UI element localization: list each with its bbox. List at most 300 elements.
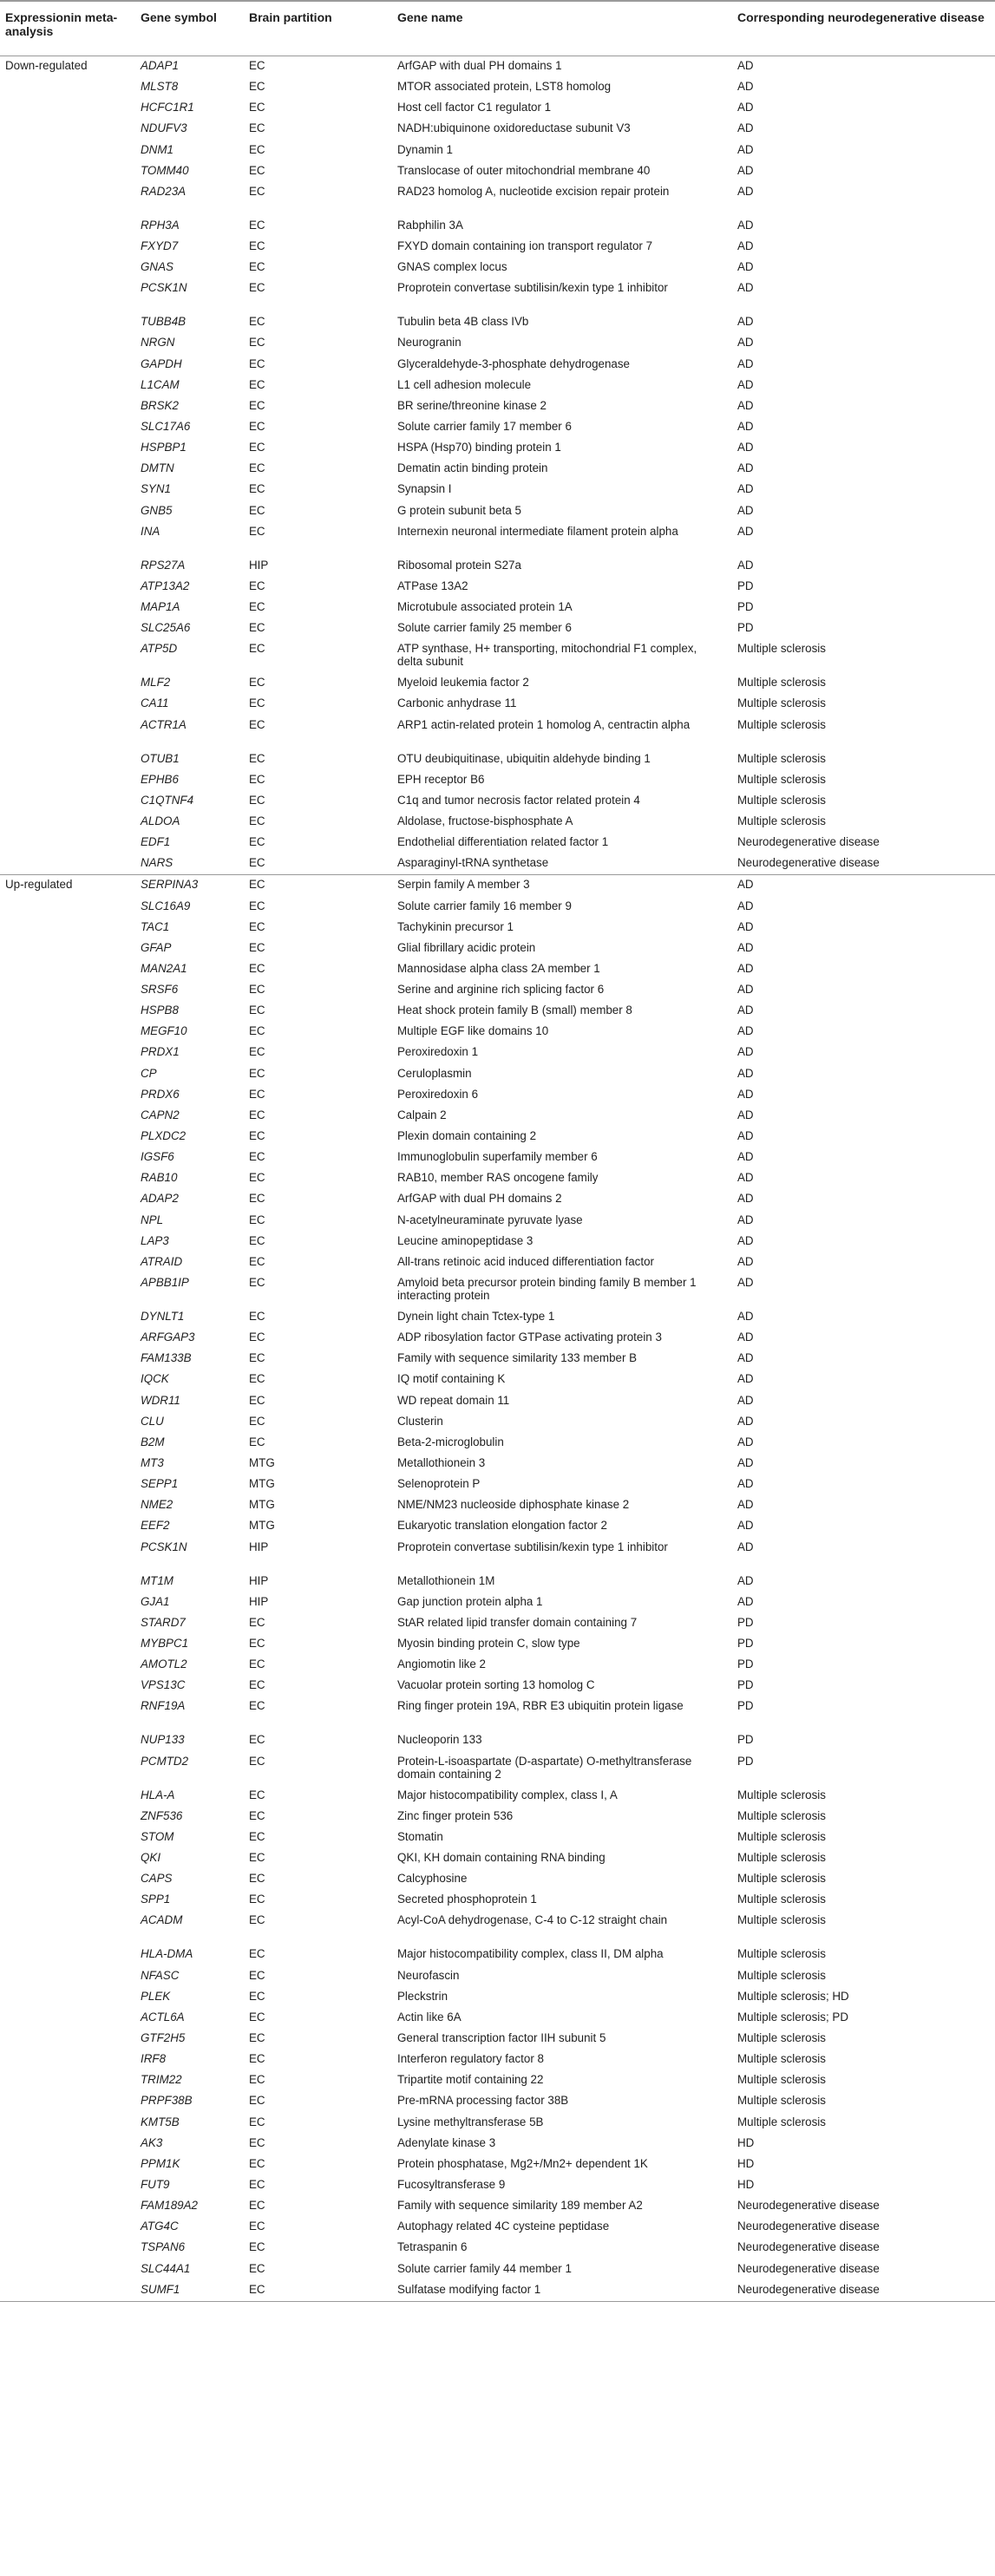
gene-name: RAD23 homolog A, nucleotide excision repair protein bbox=[397, 184, 670, 198]
brain-partition: EC bbox=[249, 2177, 265, 2191]
table-row bbox=[0, 1495, 995, 1516]
brain-partition: EC bbox=[249, 1045, 265, 1059]
table-row bbox=[0, 1697, 995, 1730]
gene-symbol: TOMM40 bbox=[141, 163, 189, 177]
table-row bbox=[0, 237, 995, 258]
group-label bbox=[0, 1456, 141, 1474]
table-row bbox=[0, 1538, 995, 1572]
table-row bbox=[0, 1433, 995, 1454]
table-row bbox=[0, 694, 995, 715]
brain-partition: EC bbox=[249, 961, 265, 975]
disease: Multiple sclerosis bbox=[737, 751, 826, 765]
brain-partition: EC bbox=[249, 1788, 265, 1801]
disease: AD bbox=[737, 558, 754, 572]
disease: AD bbox=[737, 163, 754, 177]
group-label bbox=[0, 2136, 141, 2154]
disease: Multiple sclerosis bbox=[737, 642, 826, 656]
disease: AD bbox=[737, 1108, 754, 1121]
group-label bbox=[0, 559, 141, 577]
gene-name: Stomatin bbox=[397, 1829, 443, 1843]
gene-symbol: PRDX6 bbox=[141, 1087, 180, 1101]
gene-symbol: GFAP bbox=[141, 940, 172, 954]
disease: Multiple sclerosis bbox=[737, 2073, 826, 2087]
group-label bbox=[0, 1067, 141, 1085]
disease: Multiple sclerosis bbox=[737, 1850, 826, 1864]
brain-partition: EC bbox=[249, 121, 265, 135]
group-label bbox=[0, 1616, 141, 1634]
table-row bbox=[0, 1890, 995, 1911]
group-label bbox=[0, 794, 141, 812]
group-label bbox=[0, 2073, 141, 2091]
gene-symbol: ARFGAP3 bbox=[141, 1330, 195, 1344]
group-label bbox=[0, 1351, 141, 1370]
brain-partition: EC bbox=[249, 1872, 265, 1886]
disease: Neurodegenerative disease bbox=[737, 2199, 880, 2213]
gene-symbol: NDUFV3 bbox=[141, 121, 187, 135]
table-row bbox=[0, 2113, 995, 2134]
group-label bbox=[0, 1809, 141, 1827]
disease: PD bbox=[737, 621, 754, 635]
header-gene-symbol: Gene symbol bbox=[141, 10, 217, 24]
table-row bbox=[0, 2029, 995, 2050]
gene-symbol: MAN2A1 bbox=[141, 961, 187, 975]
brain-partition: EC bbox=[249, 2199, 265, 2213]
gene-symbol: TRIM22 bbox=[141, 2073, 182, 2087]
disease: AD bbox=[737, 1129, 754, 1143]
gene-symbol: ATG4C bbox=[141, 2220, 179, 2233]
gene-symbol: FAM133B bbox=[141, 1351, 192, 1365]
brain-partition: EC bbox=[249, 919, 265, 933]
disease: Multiple sclerosis; PD bbox=[737, 2010, 848, 2024]
disease: PD bbox=[737, 1678, 754, 1692]
disease: AD bbox=[737, 1087, 754, 1101]
brain-partition: EC bbox=[249, 793, 265, 807]
gene-name: StAR related lipid transfer domain containing 7 bbox=[397, 1615, 638, 1629]
group-label bbox=[0, 814, 141, 833]
gene-symbol: HSPB8 bbox=[141, 1004, 179, 1017]
gene-name: WD repeat domain 11 bbox=[397, 1393, 510, 1407]
table-row bbox=[0, 1349, 995, 1370]
gene-name: Calcyphosine bbox=[397, 1872, 468, 1886]
header-disease: Corresponding neurodegenerative disease bbox=[737, 10, 985, 24]
table-row bbox=[0, 853, 995, 874]
gene-symbol: FXYD7 bbox=[141, 239, 179, 252]
brain-partition: EC bbox=[249, 482, 265, 496]
row-group bbox=[0, 875, 995, 2301]
gene-name: Tubulin beta 4B class IVb bbox=[397, 315, 529, 329]
disease: AD bbox=[737, 1372, 754, 1386]
gene-name: C1q and tumor necrosis factor related protein 4 bbox=[397, 793, 640, 807]
brain-partition: EC bbox=[249, 2156, 265, 2170]
brain-partition: EC bbox=[249, 2261, 265, 2275]
disease: AD bbox=[737, 482, 754, 496]
brain-partition: EC bbox=[249, 1087, 265, 1101]
brain-partition: MTG bbox=[249, 1519, 275, 1533]
disease: AD bbox=[737, 80, 754, 94]
gene-name: All-trans retinoic acid induced differentiation factor bbox=[397, 1254, 654, 1268]
gene-symbol: HLA-DMA bbox=[141, 1947, 193, 1961]
brain-partition: EC bbox=[249, 441, 265, 454]
gene-symbol: SLC44A1 bbox=[141, 2261, 191, 2275]
gene-name: Endothelial differentiation related factor 1 bbox=[397, 835, 609, 849]
gene-name: Proprotein convertase subtilisin/kexin type 1 inhibitor bbox=[397, 281, 668, 295]
group-label bbox=[0, 773, 141, 791]
gene-name: Sulfatase modifying factor 1 bbox=[397, 2282, 541, 2296]
group-label bbox=[0, 1213, 141, 1232]
gene-name: Translocase of outer mitochondrial membrane 40 bbox=[397, 163, 651, 177]
gene-symbol: SERPINA3 bbox=[141, 878, 199, 892]
disease: PD bbox=[737, 1637, 754, 1650]
table-row bbox=[0, 1391, 995, 1412]
group-label bbox=[0, 1893, 141, 1911]
brain-partition: EC bbox=[249, 2052, 265, 2066]
disease: AD bbox=[737, 1435, 754, 1448]
gene-symbol: ATRAID bbox=[141, 1254, 183, 1268]
gene-name: Serine and arginine rich splicing factor 6 bbox=[397, 983, 605, 997]
group-label bbox=[0, 315, 141, 333]
group-label bbox=[0, 2220, 141, 2238]
brain-partition: EC bbox=[249, 398, 265, 412]
table-row bbox=[0, 2280, 995, 2301]
gene-symbol: MT3 bbox=[141, 1456, 164, 1470]
table-row bbox=[0, 1655, 995, 1676]
disease: PD bbox=[737, 579, 754, 592]
gene-symbol: PRDX1 bbox=[141, 1045, 180, 1059]
disease: AD bbox=[737, 1393, 754, 1407]
gene-name: HSPA (Hsp70) binding protein 1 bbox=[397, 441, 561, 454]
brain-partition: EC bbox=[249, 461, 265, 475]
group-label bbox=[0, 1310, 141, 1328]
brain-partition: EC bbox=[249, 856, 265, 870]
disease: HD bbox=[737, 2135, 755, 2149]
disease: AD bbox=[737, 315, 754, 329]
disease: AD bbox=[737, 101, 754, 114]
table-row bbox=[0, 1211, 995, 1232]
gene-name: Myosin binding protein C, slow type bbox=[397, 1637, 580, 1650]
disease: AD bbox=[737, 1477, 754, 1491]
table-row bbox=[0, 459, 995, 480]
disease: AD bbox=[737, 1540, 754, 1553]
table-row bbox=[0, 1869, 995, 1890]
gene-name: Neurogranin bbox=[397, 336, 461, 350]
gene-name: Internexin neuronal intermediate filament protein alpha bbox=[397, 524, 678, 538]
table-row bbox=[0, 1613, 995, 1634]
group-label bbox=[0, 1171, 141, 1189]
table-row bbox=[0, 1370, 995, 1390]
table-row bbox=[0, 1827, 995, 1848]
brain-partition: EC bbox=[249, 2115, 265, 2128]
gene-name: Multiple EGF like domains 10 bbox=[397, 1024, 549, 1038]
group-label bbox=[0, 1394, 141, 1412]
brain-partition: EC bbox=[249, 1150, 265, 1164]
group-label bbox=[0, 1045, 141, 1063]
table-row bbox=[0, 1328, 995, 1349]
brain-partition: EC bbox=[249, 2030, 265, 2044]
table-row bbox=[0, 141, 995, 161]
table-row bbox=[0, 1572, 995, 1592]
group-label bbox=[0, 2094, 141, 2112]
gene-symbol: PCSK1N bbox=[141, 281, 187, 295]
brain-partition: EC bbox=[249, 1171, 265, 1185]
group-label bbox=[0, 1574, 141, 1592]
gene-name: Secreted phosphoprotein 1 bbox=[397, 1893, 537, 1906]
gene-name: N-acetylneuraminate pyruvate lyase bbox=[397, 1213, 583, 1226]
gene-symbol: AK3 bbox=[141, 2135, 163, 2149]
group-label bbox=[0, 441, 141, 459]
disease: AD bbox=[737, 377, 754, 391]
disease: AD bbox=[737, 1276, 754, 1290]
table-row bbox=[0, 333, 995, 354]
gene-symbol: WDR11 bbox=[141, 1393, 180, 1407]
brain-partition: EC bbox=[249, 1615, 265, 1629]
gene-name: Beta-2-microglobulin bbox=[397, 1435, 504, 1448]
gene-symbol: CAPS bbox=[141, 1872, 173, 1886]
group-label bbox=[0, 219, 141, 237]
brain-partition: EC bbox=[249, 2240, 265, 2254]
group-label bbox=[0, 2240, 141, 2259]
gene-symbol: PCMTD2 bbox=[141, 1754, 189, 1768]
table-row bbox=[0, 1307, 995, 1328]
group-label bbox=[0, 1699, 141, 1730]
group-label bbox=[0, 2262, 141, 2280]
gene-name: Solute carrier family 17 member 6 bbox=[397, 419, 572, 433]
group-label bbox=[0, 835, 141, 853]
disease: Multiple sclerosis bbox=[737, 2094, 826, 2108]
table-row bbox=[0, 2008, 995, 2029]
brain-partition: EC bbox=[249, 1004, 265, 1017]
brain-partition: MTG bbox=[249, 1477, 275, 1491]
group-label bbox=[0, 1733, 141, 1751]
disease: Multiple sclerosis bbox=[737, 772, 826, 786]
disease: AD bbox=[737, 218, 754, 232]
table-row bbox=[0, 2154, 995, 2175]
group-label bbox=[0, 1330, 141, 1349]
group-label bbox=[0, 1657, 141, 1676]
table-row bbox=[0, 522, 995, 556]
gene-name: Carbonic anhydrase 11 bbox=[397, 696, 517, 710]
brain-partition: EC bbox=[249, 2135, 265, 2149]
disease: HD bbox=[737, 2156, 755, 2170]
table-row bbox=[0, 556, 995, 577]
gene-symbol: HCFC1R1 bbox=[141, 101, 194, 114]
brain-partition: EC bbox=[249, 1808, 265, 1822]
gene-name: Metallothionein 1M bbox=[397, 1573, 495, 1587]
disease: PD bbox=[737, 1699, 754, 1713]
gene-name: Major histocompatibility complex, class I, A bbox=[397, 1788, 618, 1801]
gene-name: Angiomotin like 2 bbox=[397, 1657, 486, 1671]
gene-symbol: GNB5 bbox=[141, 503, 173, 517]
table-row bbox=[0, 1752, 995, 1786]
gene-name: Solute carrier family 16 member 9 bbox=[397, 899, 572, 912]
gene-name: Myeloid leukemia factor 2 bbox=[397, 676, 529, 690]
gene-name: ATP synthase, H+ transporting, mitochondrial F1 complex, delta subunit bbox=[397, 642, 697, 669]
gene-symbol: AMOTL2 bbox=[141, 1657, 187, 1671]
table-row bbox=[0, 2217, 995, 2238]
disease: Neurodegenerative disease bbox=[737, 2240, 880, 2254]
brain-partition: EC bbox=[249, 2010, 265, 2024]
gene-symbol: IQCK bbox=[141, 1372, 169, 1386]
gene-symbol: RPS27A bbox=[141, 558, 186, 572]
disease: AD bbox=[737, 398, 754, 412]
group-label bbox=[0, 1851, 141, 1869]
header-brain-partition: Brain partition bbox=[249, 10, 332, 24]
disease: AD bbox=[737, 356, 754, 370]
group-label bbox=[0, 461, 141, 480]
disease: AD bbox=[737, 1233, 754, 1247]
gene-symbol: B2M bbox=[141, 1435, 165, 1448]
table-row bbox=[0, 480, 995, 500]
brain-partition: EC bbox=[249, 281, 265, 295]
group-label bbox=[0, 752, 141, 770]
table-row bbox=[0, 1592, 995, 1613]
brain-partition: EC bbox=[249, 1829, 265, 1843]
brain-partition: EC bbox=[249, 239, 265, 252]
table-row bbox=[0, 98, 995, 119]
table-row bbox=[0, 1786, 995, 1807]
gene-symbol: NUP133 bbox=[141, 1733, 185, 1747]
gene-symbol: RPH3A bbox=[141, 218, 180, 232]
gene-name: MTOR associated protein, LST8 homolog bbox=[397, 80, 612, 94]
disease: AD bbox=[737, 1330, 754, 1344]
table-row bbox=[0, 918, 995, 938]
group-label bbox=[0, 164, 141, 182]
group-label bbox=[0, 1498, 141, 1516]
group-label bbox=[0, 336, 141, 354]
group-label bbox=[0, 121, 141, 140]
disease: PD bbox=[737, 1754, 754, 1768]
row-group bbox=[0, 56, 995, 875]
gene-name: GNAS complex locus bbox=[397, 260, 507, 274]
group-label bbox=[0, 600, 141, 618]
brain-partition: HIP bbox=[249, 1573, 269, 1587]
gene-name: ARP1 actin-related protein 1 homolog A, centractin alpha bbox=[397, 717, 691, 731]
brain-partition: EC bbox=[249, 1657, 265, 1671]
gene-name: Heat shock protein family B (small) member 8 bbox=[397, 1004, 632, 1017]
gene-name: ATPase 13A2 bbox=[397, 579, 468, 592]
gene-symbol: HSPBP1 bbox=[141, 441, 187, 454]
gene-name: Autophagy related 4C cysteine peptidase bbox=[397, 2220, 610, 2233]
table-row bbox=[0, 1412, 995, 1433]
gene-name: Mannosidase alpha class 2A member 1 bbox=[397, 961, 600, 975]
group-label bbox=[0, 1150, 141, 1168]
group-label bbox=[0, 718, 141, 749]
group-label bbox=[0, 143, 141, 161]
gene-name: Dynamin 1 bbox=[397, 142, 454, 156]
table-row bbox=[0, 1987, 995, 2008]
gene-symbol: PCSK1N bbox=[141, 1540, 187, 1553]
gene-symbol: EPHB6 bbox=[141, 772, 179, 786]
gene-symbol: DMTN bbox=[141, 461, 174, 475]
group-label bbox=[0, 1192, 141, 1210]
group-label bbox=[0, 2115, 141, 2134]
table-row bbox=[0, 1454, 995, 1474]
gene-symbol: GAPDH bbox=[141, 356, 182, 370]
disease: PD bbox=[737, 599, 754, 613]
brain-partition: EC bbox=[249, 642, 265, 656]
group-label bbox=[0, 1872, 141, 1890]
brain-partition: EC bbox=[249, 2073, 265, 2087]
table-row bbox=[0, 716, 995, 749]
group-label bbox=[0, 579, 141, 598]
table-row bbox=[0, 2175, 995, 2196]
table-row bbox=[0, 278, 995, 312]
gene-name: Tachykinin precursor 1 bbox=[397, 919, 514, 933]
gene-symbol: NME2 bbox=[141, 1498, 173, 1512]
table-row bbox=[0, 812, 995, 833]
gene-symbol: L1CAM bbox=[141, 377, 180, 391]
group-label bbox=[0, 920, 141, 938]
group-label bbox=[0, 621, 141, 639]
table-row bbox=[0, 417, 995, 438]
gene-symbol: APBB1IP bbox=[141, 1276, 189, 1290]
brain-partition: EC bbox=[249, 696, 265, 710]
gene-name: Ribosomal protein S27a bbox=[397, 558, 521, 572]
gene-symbol: OTUB1 bbox=[141, 751, 180, 765]
gene-name: RAB10, member RAS oncogene family bbox=[397, 1171, 599, 1185]
gene-symbol: KMT5B bbox=[141, 2115, 180, 2128]
gene-symbol: ACADM bbox=[141, 1913, 183, 1927]
group-label bbox=[0, 1595, 141, 1613]
disease: AD bbox=[737, 336, 754, 350]
table-row bbox=[0, 959, 995, 980]
disease: AD bbox=[737, 260, 754, 274]
table-row bbox=[0, 2050, 995, 2070]
group-label bbox=[0, 1637, 141, 1655]
gene-symbol: MEGF10 bbox=[141, 1024, 187, 1038]
gene-name: Lysine methyltransferase 5B bbox=[397, 2115, 544, 2128]
disease: Multiple sclerosis bbox=[737, 676, 826, 690]
disease: Multiple sclerosis bbox=[737, 814, 826, 827]
disease: AD bbox=[737, 961, 754, 975]
brain-partition: EC bbox=[249, 1372, 265, 1386]
table-row bbox=[0, 396, 995, 417]
gene-name: EPH receptor B6 bbox=[397, 772, 485, 786]
disease: Multiple sclerosis bbox=[737, 1893, 826, 1906]
brain-partition: EC bbox=[249, 184, 265, 198]
disease: AD bbox=[737, 1351, 754, 1365]
group-label bbox=[0, 1540, 141, 1572]
gene-name: IQ motif containing K bbox=[397, 1372, 506, 1386]
disease: AD bbox=[737, 419, 754, 433]
group-label bbox=[0, 357, 141, 376]
table-row bbox=[0, 77, 995, 98]
disease: Multiple sclerosis bbox=[737, 1829, 826, 1843]
table-row bbox=[0, 1273, 995, 1307]
gene-name: ArfGAP with dual PH domains 2 bbox=[397, 1192, 562, 1206]
group-label bbox=[0, 2199, 141, 2217]
group-label bbox=[0, 420, 141, 438]
gene-symbol: SPP1 bbox=[141, 1893, 171, 1906]
table-row bbox=[0, 2238, 995, 2259]
gene-symbol: GTF2H5 bbox=[141, 2030, 186, 2044]
table-row bbox=[0, 1001, 995, 1022]
brain-partition: EC bbox=[249, 1699, 265, 1713]
table-row bbox=[0, 1064, 995, 1085]
table-row bbox=[0, 56, 995, 77]
gene-symbol: TAC1 bbox=[141, 919, 170, 933]
gene-symbol: ATP13A2 bbox=[141, 579, 190, 592]
group-label bbox=[0, 1415, 141, 1433]
group-label bbox=[0, 983, 141, 1001]
group-label: Down-regulated bbox=[5, 59, 88, 72]
gene-name: Rabphilin 3A bbox=[397, 218, 463, 232]
gene-symbol: MT1M bbox=[141, 1573, 173, 1587]
disease: AD bbox=[737, 1192, 754, 1206]
table-row bbox=[0, 1085, 995, 1106]
table-row bbox=[0, 2134, 995, 2154]
table-row bbox=[0, 1127, 995, 1147]
table-row bbox=[0, 1232, 995, 1252]
